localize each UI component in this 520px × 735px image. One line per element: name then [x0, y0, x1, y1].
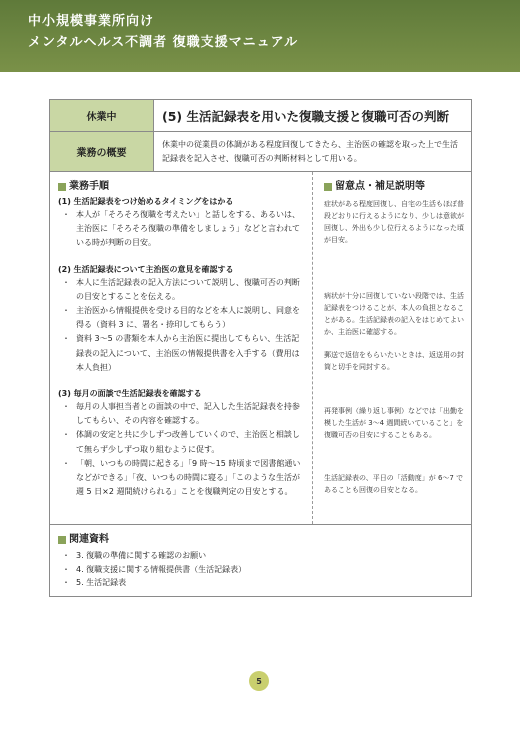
square-bullet-icon [58, 536, 66, 544]
phase-row [50, 100, 471, 132]
list-item: ・ 「朝、いつもの時間に起きる」「9 時～15 時頃まで図書館通いなどができる」「夜、いつもの時間に寝る」「このような生活が週 5 日×2 週間続けられる」ことを復職判定の目安とする。 [58, 457, 302, 500]
bullet-icon: ・ [62, 334, 70, 344]
bullet-icon: ・ [62, 210, 70, 219]
procedures-column [50, 172, 313, 524]
step-title: (1) 生活記録表をつけ始めるタイミングをはかる [58, 197, 234, 206]
bullet-icon: ・ [62, 430, 70, 440]
bullet-icon: ・ [62, 306, 70, 316]
bullet-icon: ・ [62, 578, 70, 587]
list-item: ・ 体調の安定と共に少しずつ改善していくので、主治医と相談して無らず少しずつ取り組むように促す。 [58, 428, 302, 456]
list-item: ・ 本人が「そろそろ復職を考えたい」と話しをする、あるいは、主治医に「そろそろ復職の準備をしましょう」などと言われている時が判断の目安。 [58, 208, 302, 251]
section-title: (5) 生活記録表を用いた復職支援と復職可否の判断 [162, 108, 449, 124]
list-item: ・ 本人に生活記録表の記入方法について説明し、復職可否の判断の目安とすることを伝える。 [58, 276, 302, 304]
bullet-icon: ・ [62, 277, 70, 287]
bullet-icon: ・ [62, 551, 70, 560]
list-item: ・ 資料 3～5 の書類を本人から主治医に提出してもらい、生活記録表の記入について、主治医の情報提供書を入手する（費用は本人負担） [58, 332, 302, 375]
note-item: 生活記録表の、平日の「活動度」が 6～7 であることも回復の目安となる。 [324, 474, 464, 494]
note-item: 病状が十分に回復していない段階では、生活記録表をつけることが、本人の負担となることがある。生活記録表の記入をはじめてよいか、主治医に確認する。 [324, 292, 464, 336]
related-item: ・ 5. 生活記録表 [58, 576, 461, 590]
header-subtitle: 中小規模事業所向け [28, 14, 155, 29]
manual-table [49, 99, 472, 597]
page-number-badge: 5 [249, 671, 269, 691]
bullet-icon: ・ [62, 402, 70, 412]
notes-column [314, 172, 471, 524]
step-title: (2) 生活記録表について主治医の意見を確認する [58, 264, 234, 274]
note-item: 症状がある程度回復し、自宅の生活もほぼ普段どおりに行えるようになり、少しは意欲が回復し、外出も少し位行えるようになった頃が目安。 [324, 200, 464, 244]
procedures-heading: 業務手順 [58, 180, 302, 194]
overview-row [50, 132, 471, 172]
notes-heading: 留意点・補足説明等 [324, 180, 463, 194]
square-bullet-icon [58, 183, 66, 191]
related-item: ・ 4. 復職支援に関する情報提供書（生活記録表） [58, 563, 461, 577]
related-documents [50, 524, 471, 596]
note-item: 再発事例（繰り返し事例）などでは「出勤を模した生活が 3～4 週間続いていること」を復職可否の目安にすることもある。 [324, 407, 464, 439]
phase-label: 休業中 [50, 100, 154, 131]
header-title: メンタルヘルス不調者 復職支援マニュアル [28, 35, 299, 50]
step-title: (3) 毎月の面談で生活記録表を確認する [58, 389, 202, 399]
related-item: ・ 3. 復職の準備に関する確認のお願い [58, 549, 461, 563]
note-item: 郵送で返信をもらいたいときは、返送用の封筒と切手を同封する。 [324, 351, 464, 371]
square-bullet-icon [324, 183, 332, 191]
procedure-step [58, 264, 302, 375]
page-header [0, 0, 520, 72]
procedure-step [58, 388, 302, 499]
overview-label: 業務の概要 [50, 132, 154, 171]
bullet-icon: ・ [62, 458, 70, 468]
bullet-icon: ・ [62, 564, 70, 574]
related-heading: 関連資料 [58, 533, 461, 547]
procedure-step [58, 196, 302, 251]
list-item: ・ 主治医から情報提供を受ける目的などを本人に説明し、同意を得る（資料 3 に、署名・捺印してもらう） [58, 304, 302, 332]
list-item: ・ 毎月の人事担当者との面談の中で、記入した生活記録表を持参してもらい、その内容を確認する。 [58, 400, 302, 428]
overview-text: 休業中の従業員の体調がある程度回復してきたら、主治医の確認を取った上で生活記録表を記入させ、復職可否の判断材料として用いる。 [162, 140, 458, 163]
